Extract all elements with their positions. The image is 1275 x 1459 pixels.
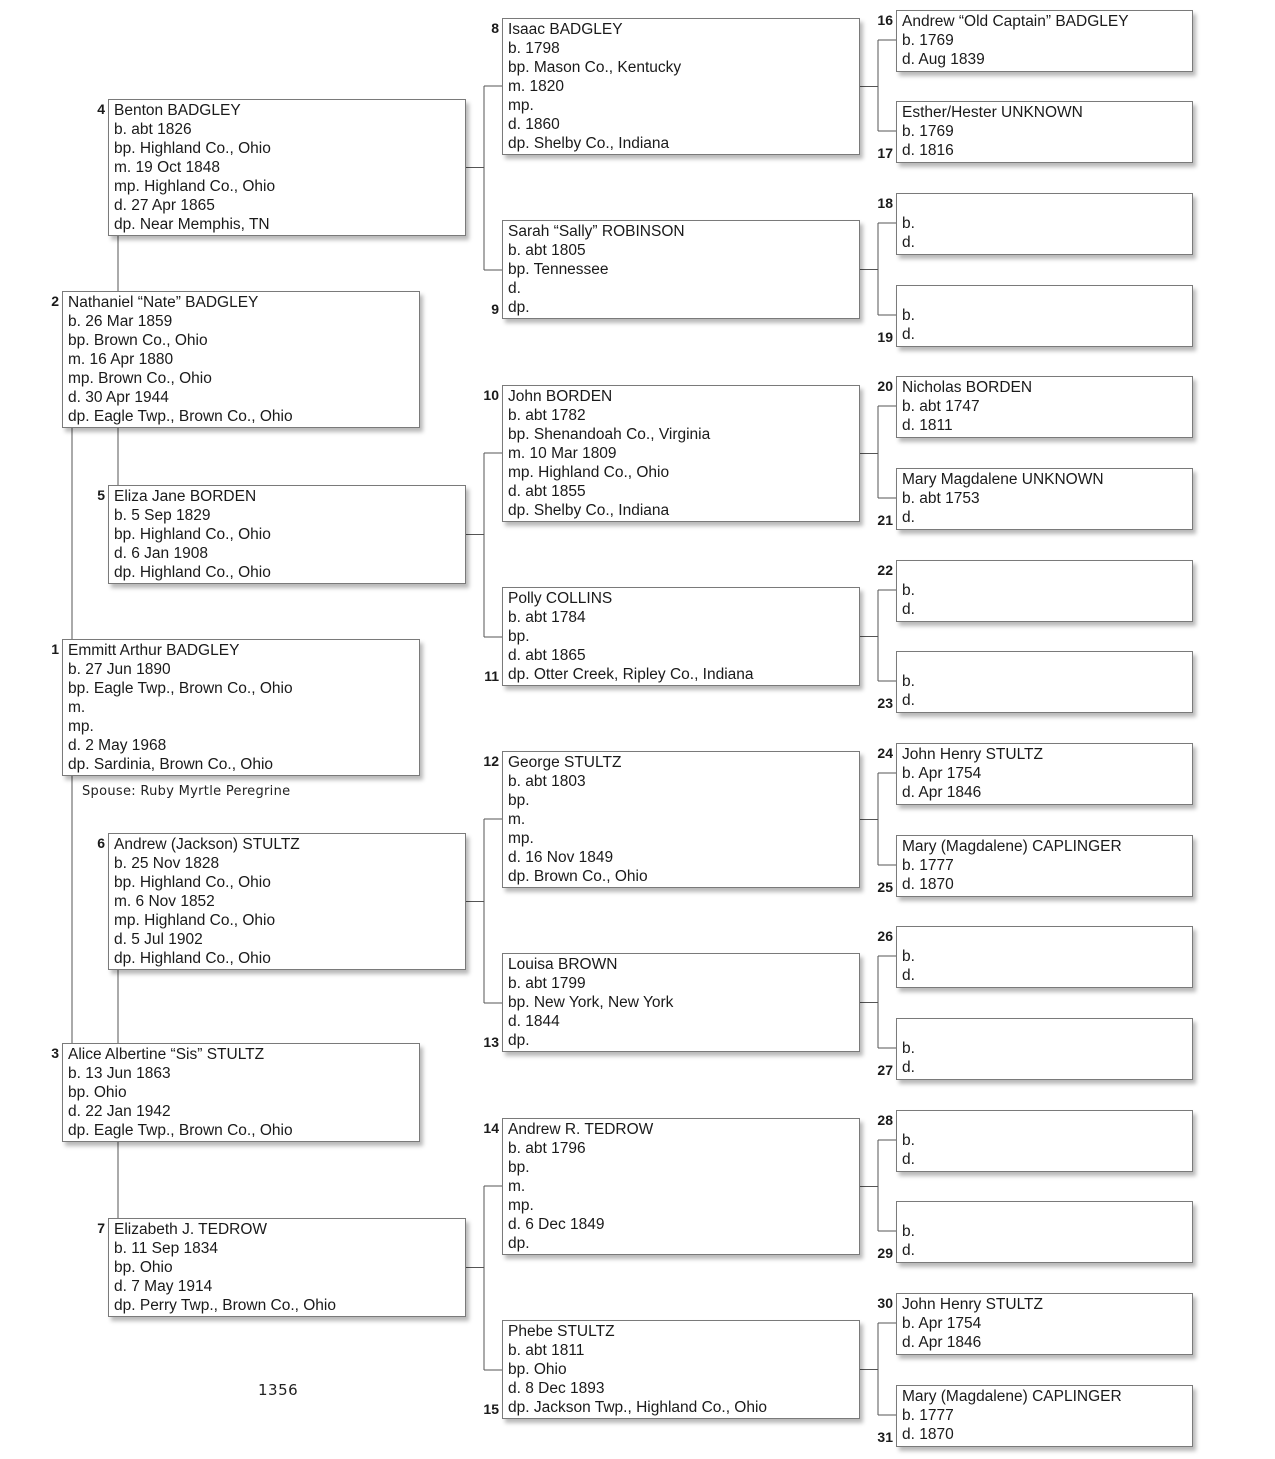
person-box-22 xyxy=(896,560,1193,622)
death: d. 2 May 1968 xyxy=(68,737,167,754)
death-place: dp. xyxy=(508,299,530,316)
marriage: m. 6 Nov 1852 xyxy=(114,893,215,910)
person-name: Mary (Magdalene) CAPLINGER xyxy=(902,1388,1122,1405)
death: d. xyxy=(902,601,915,618)
death-place: dp. Near Memphis, TN xyxy=(114,216,270,233)
birth-place: bp. New York, New York xyxy=(508,994,674,1011)
death-place: dp. Highland Co., Ohio xyxy=(114,564,271,581)
ancestor-number: 2 xyxy=(51,293,59,309)
person-name: George STULTZ xyxy=(508,754,622,771)
ancestor-number: 23 xyxy=(877,695,893,711)
death: d. 30 Apr 1944 xyxy=(68,389,169,406)
person-box-6 xyxy=(108,833,466,970)
ancestor-number: 25 xyxy=(877,879,893,895)
person-box-15 xyxy=(502,1320,860,1419)
birth-place: bp. Tennessee xyxy=(508,261,609,278)
birth: b. 13 Jun 1863 xyxy=(68,1065,171,1082)
birth: b. abt 1803 xyxy=(508,773,586,790)
death-place: dp. Sardinia, Brown Co., Ohio xyxy=(68,756,274,773)
ancestor-number: 5 xyxy=(97,487,105,503)
birth: b. 5 Sep 1829 xyxy=(114,507,211,524)
death: d. 1844 xyxy=(508,1013,560,1030)
birth: b. 1769 xyxy=(902,123,954,140)
birth-place: bp. Mason Co., Kentucky xyxy=(508,59,682,76)
birth: b. Apr 1754 xyxy=(902,765,982,782)
person-box-13 xyxy=(502,953,860,1052)
person-box-16 xyxy=(896,10,1193,72)
marriage-place: mp. xyxy=(68,718,94,735)
death: d. 1870 xyxy=(902,1426,954,1443)
death: d. xyxy=(902,1059,915,1076)
person-name xyxy=(902,1020,1187,1039)
marriage-place: mp. Brown Co., Ohio xyxy=(68,370,212,387)
person-name: Isaac BADGLEY xyxy=(508,21,623,38)
person-box-31 xyxy=(896,1385,1193,1447)
birth: b. xyxy=(902,673,915,690)
death: d. 22 Jan 1942 xyxy=(68,1103,171,1120)
marriage-place: mp. xyxy=(508,1197,534,1214)
death-place: dp. Eagle Twp., Brown Co., Ohio xyxy=(68,408,293,425)
ancestor-number: 13 xyxy=(483,1034,499,1050)
ancestor-number: 8 xyxy=(491,20,499,36)
birth-place: bp. Ohio xyxy=(508,1361,567,1378)
ancestor-number: 24 xyxy=(877,745,893,761)
marriage: m. 16 Apr 1880 xyxy=(68,351,174,368)
birth-place: bp. Eagle Twp., Brown Co., Ohio xyxy=(68,680,293,697)
birth: b. abt 1826 xyxy=(114,121,192,138)
ancestor-number: 20 xyxy=(877,378,893,394)
ancestor-number: 12 xyxy=(483,753,499,769)
marriage-place: mp. Highland Co., Ohio xyxy=(114,912,276,929)
birth: b. 27 Jun 1890 xyxy=(68,661,171,678)
person-name: John BORDEN xyxy=(508,388,613,405)
person-box-19 xyxy=(896,285,1193,347)
birth: b. xyxy=(902,307,915,324)
ancestor-number: 10 xyxy=(483,387,499,403)
person-box-3 xyxy=(62,1043,420,1142)
marriage-place: mp. Highland Co., Ohio xyxy=(114,178,276,195)
person-box-21 xyxy=(896,468,1193,530)
birth: b. 1777 xyxy=(902,857,954,874)
birth: b. abt 1782 xyxy=(508,407,586,424)
birth: b. xyxy=(902,215,915,232)
person-box-11 xyxy=(502,587,860,686)
death: d. 1811 xyxy=(902,417,953,434)
person-name: Esther/Hester UNKNOWN xyxy=(902,104,1083,121)
birth: b. 26 Mar 1859 xyxy=(68,313,173,330)
ancestor-number: 4 xyxy=(97,101,105,117)
death: d. 16 Nov 1849 xyxy=(508,849,614,866)
ancestor-number: 3 xyxy=(51,1045,59,1061)
marriage: m. xyxy=(68,699,86,716)
death-place: dp. xyxy=(508,1235,530,1252)
death-place: dp. Shelby Co., Indiana xyxy=(508,135,670,152)
birth: b. 1777 xyxy=(902,1407,954,1424)
death-place: dp. Jackson Twp., Highland Co., Ohio xyxy=(508,1399,768,1416)
birth: b. xyxy=(902,948,915,965)
ancestor-number: 9 xyxy=(491,301,499,317)
birth: b. abt 1799 xyxy=(508,975,586,992)
death: d. abt 1865 xyxy=(508,647,586,664)
birth-place: bp. Brown Co., Ohio xyxy=(68,332,208,349)
death: d. 8 Dec 1893 xyxy=(508,1380,605,1397)
birth: b. xyxy=(902,1223,915,1240)
death-place: dp. Shelby Co., Indiana xyxy=(508,502,670,519)
birth: b. abt 1805 xyxy=(508,242,586,259)
page-number: 1356 xyxy=(258,1381,299,1399)
person-box-7 xyxy=(108,1218,466,1317)
birth: b. abt 1811 xyxy=(508,1342,585,1359)
ancestor-number: 11 xyxy=(484,668,499,684)
death-place: dp. xyxy=(508,1032,530,1049)
marriage: m. 10 Mar 1809 xyxy=(508,445,617,462)
person-box-26 xyxy=(896,926,1193,988)
person-box-24 xyxy=(896,743,1193,805)
person-box-5 xyxy=(108,485,466,584)
death-place: dp. Otter Creek, Ripley Co., Indiana xyxy=(508,666,754,683)
person-name xyxy=(902,1112,1187,1131)
ancestor-number: 1 xyxy=(51,641,59,657)
person-name: John Henry STULTZ xyxy=(902,746,1043,763)
person-name xyxy=(902,287,1187,306)
birth: b. 1798 xyxy=(508,40,560,57)
person-box-30 xyxy=(896,1293,1193,1355)
spouse-note: Spouse: Ruby Myrtle Peregrine xyxy=(82,784,291,799)
person-name: Nathaniel “Nate” BADGLEY xyxy=(68,294,259,311)
death: d. xyxy=(508,280,521,297)
death: d. 6 Jan 1908 xyxy=(114,545,208,562)
person-name: Mary Magdalene UNKNOWN xyxy=(902,471,1104,488)
person-name: Polly COLLINS xyxy=(508,590,613,607)
birth: b. abt 1747 xyxy=(902,398,980,415)
death: d. 1870 xyxy=(902,876,954,893)
person-name: Eliza Jane BORDEN xyxy=(114,488,257,505)
death: d. xyxy=(902,1151,915,1168)
person-name: Louisa BROWN xyxy=(508,956,618,973)
death: d. 6 Dec 1849 xyxy=(508,1216,605,1233)
person-name: Elizabeth J. TEDROW xyxy=(114,1221,268,1238)
birth: b. 11 Sep 1834 xyxy=(114,1240,218,1257)
ancestor-number: 18 xyxy=(877,195,893,211)
birth: b. xyxy=(902,1132,915,1149)
birth-place: bp. xyxy=(508,628,530,645)
death: d. Aug 1839 xyxy=(902,51,985,68)
ancestor-number: 31 xyxy=(877,1429,893,1445)
person-box-20 xyxy=(896,376,1193,438)
person-box-18 xyxy=(896,193,1193,255)
ancestor-number: 6 xyxy=(97,835,105,851)
person-box-17 xyxy=(896,101,1193,163)
marriage: m. xyxy=(508,811,526,828)
marriage-place: mp. xyxy=(508,97,534,114)
person-name: Alice Albertine “Sis” STULTZ xyxy=(68,1046,265,1063)
person-name: Phebe STULTZ xyxy=(508,1323,615,1340)
birth-place: bp. Ohio xyxy=(68,1084,127,1101)
person-box-8 xyxy=(502,18,860,155)
birth-place: bp. Highland Co., Ohio xyxy=(114,874,271,891)
person-box-1 xyxy=(62,639,420,776)
death: d. 5 Jul 1902 xyxy=(114,931,203,948)
person-box-29 xyxy=(896,1201,1193,1263)
person-name xyxy=(902,653,1187,672)
person-box-28 xyxy=(896,1110,1193,1172)
ancestor-number: 15 xyxy=(483,1401,499,1417)
ancestor-number: 16 xyxy=(877,12,893,28)
person-box-2 xyxy=(62,291,420,428)
death: d. xyxy=(902,1242,915,1259)
death: d. 1860 xyxy=(508,116,560,133)
ancestor-number: 21 xyxy=(877,512,893,528)
person-box-23 xyxy=(896,651,1193,713)
person-name xyxy=(902,562,1187,581)
marriage-place: mp. xyxy=(508,830,534,847)
marriage: m. xyxy=(508,1178,526,1195)
marriage: m. 1820 xyxy=(508,78,565,95)
person-name: Emmitt Arthur BADGLEY xyxy=(68,642,240,659)
birth: b. 1769 xyxy=(902,32,954,49)
ancestor-number: 30 xyxy=(877,1295,893,1311)
person-name: Andrew (Jackson) STULTZ xyxy=(114,836,300,853)
birth: b. abt 1784 xyxy=(508,609,586,626)
person-name: Mary (Magdalene) CAPLINGER xyxy=(902,838,1122,855)
marriage-place: mp. Highland Co., Ohio xyxy=(508,464,670,481)
ancestor-number: 29 xyxy=(877,1245,893,1261)
birth-place: bp. xyxy=(508,792,530,809)
death: d. Apr 1846 xyxy=(902,1334,982,1351)
person-box-10 xyxy=(502,385,860,522)
death: d. xyxy=(902,509,915,526)
person-box-14 xyxy=(502,1118,860,1255)
person-box-4 xyxy=(108,99,466,236)
birth-place: bp. Shenandoah Co., Virginia xyxy=(508,426,711,443)
birth: b. abt 1753 xyxy=(902,490,980,507)
ancestor-number: 22 xyxy=(877,562,893,578)
death-place: dp. Perry Twp., Brown Co., Ohio xyxy=(114,1297,336,1314)
death: d. 27 Apr 1865 xyxy=(114,197,215,214)
birth-place: bp. Ohio xyxy=(114,1259,173,1276)
person-name: Andrew R. TEDROW xyxy=(508,1121,654,1138)
person-name: Nicholas BORDEN xyxy=(902,379,1033,396)
person-name xyxy=(902,1203,1187,1222)
birth-place: bp. Highland Co., Ohio xyxy=(114,526,271,543)
ancestor-number: 26 xyxy=(877,928,893,944)
person-name: John Henry STULTZ xyxy=(902,1296,1043,1313)
ancestor-number: 7 xyxy=(97,1220,105,1236)
death: d. 7 May 1914 xyxy=(114,1278,213,1295)
ancestor-number: 19 xyxy=(877,329,893,345)
death-place: dp. Highland Co., Ohio xyxy=(114,950,271,967)
death: d. abt 1855 xyxy=(508,483,586,500)
marriage: m. 19 Oct 1848 xyxy=(114,159,220,176)
death-place: dp. Brown Co., Ohio xyxy=(508,868,648,885)
death: d. xyxy=(902,692,915,709)
death: d. 1816 xyxy=(902,142,954,159)
person-box-25 xyxy=(896,835,1193,897)
birth: b. xyxy=(902,1040,915,1057)
ancestor-number: 28 xyxy=(877,1112,893,1128)
person-box-27 xyxy=(896,1018,1193,1080)
birth: b. abt 1796 xyxy=(508,1140,586,1157)
death-place: dp. Eagle Twp., Brown Co., Ohio xyxy=(68,1122,293,1139)
person-box-9 xyxy=(502,220,860,319)
birth: b. xyxy=(902,582,915,599)
birth-place: bp. Highland Co., Ohio xyxy=(114,140,271,157)
person-box-12 xyxy=(502,751,860,888)
birth: b. Apr 1754 xyxy=(902,1315,982,1332)
ancestor-number: 27 xyxy=(877,1062,893,1078)
death: d. xyxy=(902,967,915,984)
ancestor-number: 14 xyxy=(483,1120,499,1136)
ancestor-number: 17 xyxy=(877,145,893,161)
person-name: Benton BADGLEY xyxy=(114,102,241,119)
death: d. Apr 1846 xyxy=(902,784,982,801)
death: d. xyxy=(902,234,915,251)
person-name xyxy=(902,928,1187,947)
birth-place: bp. xyxy=(508,1159,530,1176)
person-name xyxy=(902,195,1187,214)
person-name: Sarah “Sally” ROBINSON xyxy=(508,223,685,240)
person-name: Andrew “Old Captain” BADGLEY xyxy=(902,13,1129,30)
birth: b. 25 Nov 1828 xyxy=(114,855,220,872)
death: d. xyxy=(902,326,915,343)
